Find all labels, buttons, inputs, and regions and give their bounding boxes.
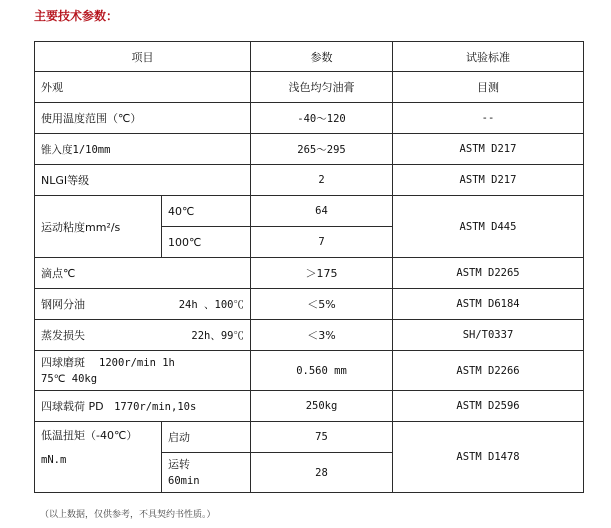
table-row bbox=[35, 422, 584, 453]
row-label-cell bbox=[35, 422, 162, 493]
table-header-row bbox=[35, 42, 584, 72]
row-standard: ASTM D6184 bbox=[393, 289, 584, 320]
table-row bbox=[35, 72, 584, 103]
row-label: 四球载荷 PD bbox=[41, 400, 104, 413]
header-item: 项目 bbox=[35, 42, 251, 72]
row-standard: ASTM D217 bbox=[393, 165, 584, 196]
row-standard: ASTM D217 bbox=[393, 134, 584, 165]
row-value: ＜3% bbox=[251, 320, 393, 351]
table-row bbox=[35, 258, 584, 289]
table-row bbox=[35, 134, 584, 165]
row-standard: ASTM D2266 bbox=[393, 351, 584, 391]
row-label: 外观 bbox=[35, 72, 251, 103]
row-value: ＞175 bbox=[251, 258, 393, 289]
row-label: 蒸发损失 bbox=[41, 329, 85, 342]
row-label: 运动粘度mm²/s bbox=[35, 196, 162, 258]
row-standard: ASTM D2596 bbox=[393, 391, 584, 422]
row-label: 滴点℃ bbox=[35, 258, 251, 289]
row-sublabel: 启动 bbox=[162, 422, 251, 453]
row-condition: 22h、99℃ bbox=[191, 329, 244, 342]
section-heading: 主要技术参数： bbox=[34, 9, 119, 23]
row-sublabel-cell bbox=[162, 453, 251, 493]
row-label: NLGI等级 bbox=[35, 165, 251, 196]
row-label: 低温扭矩（-40℃） bbox=[41, 429, 138, 442]
row-standard: 目测 bbox=[393, 72, 584, 103]
row-label-cell bbox=[35, 289, 251, 320]
table-row bbox=[35, 196, 584, 227]
row-condition: 75℃ 40kg bbox=[41, 372, 98, 385]
row-value: 64 bbox=[251, 196, 393, 227]
row-sublabel: 60min bbox=[168, 474, 200, 487]
header-standard: 试验标准 bbox=[393, 42, 584, 72]
row-value: 0.560 mm bbox=[251, 351, 393, 391]
row-label: 锥入度1/10mm bbox=[35, 134, 251, 165]
row-standard: SH/T0337 bbox=[393, 320, 584, 351]
row-value: ＜5% bbox=[251, 289, 393, 320]
table-row bbox=[35, 103, 584, 134]
row-value: 265～295 bbox=[251, 134, 393, 165]
row-value: 250kg bbox=[251, 391, 393, 422]
table-row bbox=[35, 351, 584, 391]
table-row bbox=[35, 289, 584, 320]
row-value: 75 bbox=[251, 422, 393, 453]
row-standard: ASTM D1478 bbox=[393, 422, 584, 493]
row-sublabel: 40℃ bbox=[162, 196, 251, 227]
row-sublabel: 100℃ bbox=[162, 227, 251, 258]
row-standard: ASTM D2265 bbox=[393, 258, 584, 289]
row-value: 28 bbox=[251, 453, 393, 493]
table-row bbox=[35, 165, 584, 196]
table-row bbox=[35, 391, 584, 422]
row-value: 7 bbox=[251, 227, 393, 258]
row-label-cell bbox=[35, 320, 251, 351]
row-value: 2 bbox=[251, 165, 393, 196]
row-label: 四球磨斑 bbox=[41, 355, 85, 369]
footnote: （以上数据，仅供参考，不具契约书性质。） bbox=[40, 510, 216, 520]
row-value: -40～120 bbox=[251, 103, 393, 134]
row-unit: mN.m bbox=[41, 454, 67, 466]
row-standard: ASTM D445 bbox=[393, 196, 584, 258]
row-label: 使用温度范围（℃） bbox=[35, 103, 251, 134]
row-condition: 1200r/min 1h bbox=[99, 356, 175, 369]
row-condition: 24h 、100℃ bbox=[178, 298, 244, 311]
row-label-cell bbox=[35, 391, 251, 422]
row-value: 浅色均匀油膏 bbox=[251, 72, 393, 103]
row-label-cell bbox=[35, 351, 251, 391]
row-standard: -- bbox=[393, 103, 584, 134]
spec-table bbox=[34, 41, 584, 493]
header-value: 参数 bbox=[251, 42, 393, 72]
row-condition: 1770r/min,10s bbox=[114, 401, 197, 413]
table-row bbox=[35, 320, 584, 351]
row-sublabel: 运转 bbox=[168, 457, 190, 471]
row-label: 钢网分油 bbox=[41, 298, 85, 311]
